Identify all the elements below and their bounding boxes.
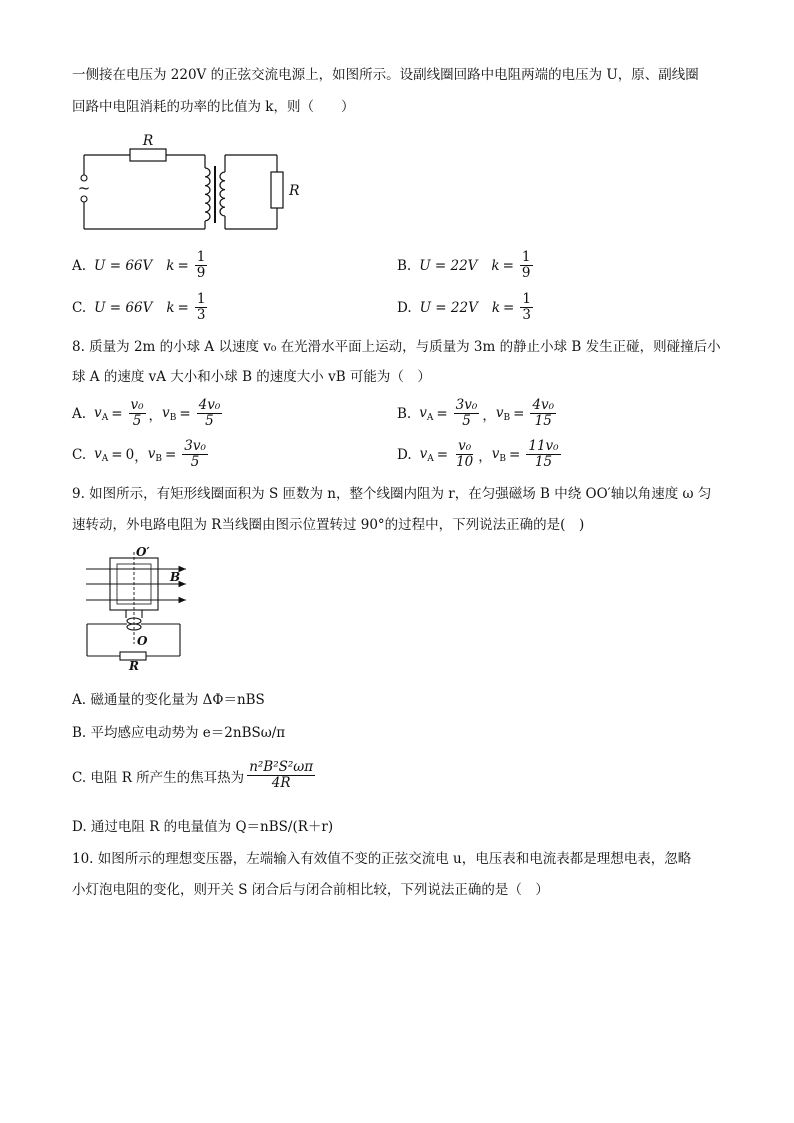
fraction: $\frac{\text{4v₀}}{5}$ [198, 397, 221, 429]
q7-stem-line1: 一侧接在电压为 220V 的正弦交流电源上，如图所示。设副线圈回路中电阻两端的电压为 U，原、副线圈 [72, 67, 699, 83]
q9-option-a[interactable]: A. 磁通量的变化量为 ΔΦ＝nBS [72, 692, 265, 708]
q7-option-c[interactable]: C. U = 66V k = $\frac{1}{3}$ [72, 291, 206, 323]
q9-stem-line1: 9. 如图所示，有矩形线圈面积为 S 匝数为 n，整个线圈内阻为 r，在匀强磁场 B 中绕 OO′轴以角速度 ω 匀 [72, 486, 712, 502]
fraction: $\frac{\text{4v₀}}{15}$ [532, 397, 555, 429]
q7-option-b[interactable]: B. U = 22V k = $\frac{1}{9}$ [397, 249, 531, 281]
secondary-resistor [271, 172, 283, 208]
q8-option-a[interactable]: A. $v_A$ = $\frac{\text{v₀}}{5}$ ， $v_B$ = $\frac{\text{4v₀}}{5}$ [72, 397, 221, 429]
axis-top-label: O′ [136, 546, 150, 559]
q8-option-c[interactable]: C. $v_A$ = 0 ， $v_B$ = $\frac{\text{3v₀}}{5}$ [72, 438, 206, 470]
q7-transformer-circuit-figure [72, 130, 312, 235]
q8-option-b[interactable]: B. $v_A$ = $\frac{\text{3v₀}}{5}$ ， $v_B$ = $\frac{\text{4v₀}}{15}$ [397, 397, 555, 429]
primary-resistor-label: R [142, 133, 154, 149]
fraction: $\frac{\text{3v₀}}{5}$ [184, 438, 206, 470]
fraction: $\frac{1}{9}$ [196, 249, 206, 281]
field-label: B [170, 570, 181, 584]
fraction: $\frac{1}{3}$ [522, 291, 531, 323]
q10-stem-line2: 小灯泡电阻的变化，则开关 S 闭合后与闭合前相比较，下列说法正确的是（ ） [72, 882, 549, 898]
fraction: $\frac{\text{11v₀}}{15}$ [528, 438, 559, 470]
fraction: $\frac{\text{v₀}}{10}$ [456, 438, 474, 470]
q9-stem-line2: 速转动，外电路电阻为 R当线圈由图示位置转过 90°的过程中，下列说法正确的是( ) [72, 517, 585, 533]
fraction: $\frac{1}{3}$ [196, 291, 206, 323]
q7-stem-line2: 回路中电阻消耗的功率的比值为 k，则（ ） [72, 99, 355, 115]
resistor-label: R [129, 659, 139, 671]
q7-option-d[interactable]: D. U = 22V k = $\frac{1}{3}$ [397, 291, 531, 323]
q9-option-c[interactable]: C. 电阻 R 所产生的焦耳热为 $\frac{\text{n²B²S²ωπ}}{4R}$ [72, 759, 314, 791]
q9-rotating-coil-figure [80, 546, 195, 671]
q8-stem-line2: 球 A 的速度 vA 大小和小球 B 的速度大小 vB 可能为（ ） [72, 369, 431, 385]
fraction: $\frac{\text{3v₀}}{5}$ [455, 397, 478, 429]
q9-option-b[interactable]: B. 平均感应电动势为 e＝2nBSω/π [72, 725, 286, 741]
ac-source-symbol: ~ [77, 179, 91, 197]
q9-option-d[interactable]: D. 通过电阻 R 的电量值为 Q＝nBS/(R＋r) [72, 819, 334, 835]
q8-option-d[interactable]: D. $v_A$ = $\frac{\text{v₀}}{10}$ ， $v_B$ = $\frac{\text{11v₀}}{15}$ [397, 438, 559, 470]
fraction: $\frac{\text{v₀}}{5}$ [130, 397, 144, 429]
secondary-resistor-label: R [289, 183, 300, 199]
primary-resistor [130, 149, 166, 161]
fraction: $\frac{\text{n²B²S²ωπ}}{4R}$ [249, 759, 314, 791]
axis-bottom-label: O [137, 634, 148, 648]
fraction: $\frac{1}{9}$ [521, 249, 531, 281]
q7-option-a[interactable]: A. U = 66V k = $\frac{1}{9}$ [72, 249, 206, 281]
q10-stem-line1: 10. 如图所示的理想变压器，左端输入有效值不变的正弦交流电 u，电压表和电流表都是理想电表，忽略 [72, 851, 692, 867]
q8-stem-line1: 8. 质量为 2m 的小球 A 以速度 v₀ 在光滑水平面上运动，与质量为 3m 的静止小球 B 发生正碰，则碰撞后小 [72, 339, 721, 355]
